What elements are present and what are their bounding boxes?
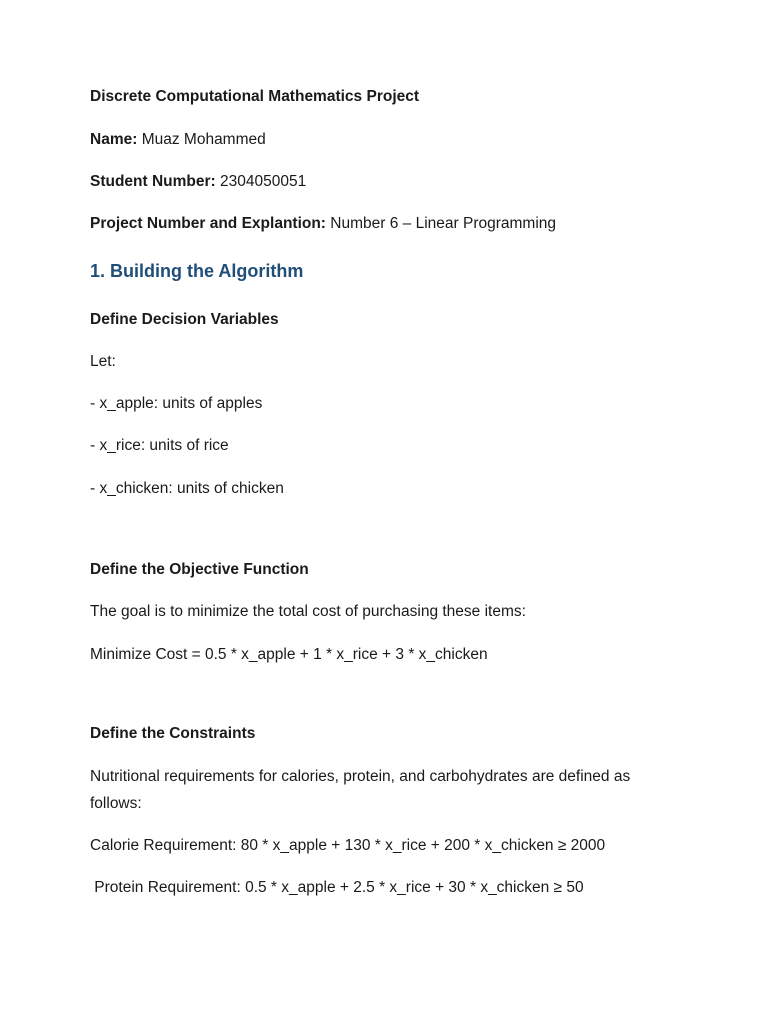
variables-intro: Let:	[90, 353, 116, 370]
calorie-constraint: Calorie Requirement: 80 * x_apple + 130 * x_rice + 200 * x_chicken ≥ 2000	[90, 837, 606, 854]
project-line	[90, 214, 556, 234]
objective-formula: Minimize Cost = 0.5 * x_apple + 1 * x_rice + 3 * x_chicken	[90, 646, 488, 663]
student-number-label: Student Number:	[90, 173, 216, 190]
constraints-text: Nutritional requirements for calories, protein, and carbohydrates are defined as follows:	[90, 768, 631, 812]
list-item: - x_rice: units of rice	[90, 437, 229, 454]
student-number-line	[90, 172, 306, 192]
variables-heading: Define Decision Variables	[90, 311, 279, 328]
constraints-heading: Define the Constraints	[90, 725, 256, 742]
list-item: - x_apple: units of apples	[90, 395, 263, 412]
protein-constraint: Protein Requirement: 0.5 * x_apple + 2.5 * x_rice + 30 * x_chicken ≥ 50	[90, 879, 584, 896]
section-heading: 1. Building the Algorithm	[90, 261, 304, 281]
student-number-value: 2304050051	[220, 173, 307, 190]
objective-heading: Define the Objective Function	[90, 561, 309, 578]
name-line	[90, 130, 266, 150]
name-value: Muaz Mohammed	[141, 131, 266, 148]
list-item: - x_chicken: units of chicken	[90, 480, 284, 497]
project-label: Project Number and Explantion:	[90, 215, 326, 232]
name-label: Name:	[90, 131, 138, 148]
document-title: Discrete Computational Mathematics Project	[90, 88, 420, 105]
objective-text: The goal is to minimize the total cost of purchasing these items:	[90, 603, 526, 620]
project-value: Number 6 – Linear Programming	[330, 215, 557, 232]
